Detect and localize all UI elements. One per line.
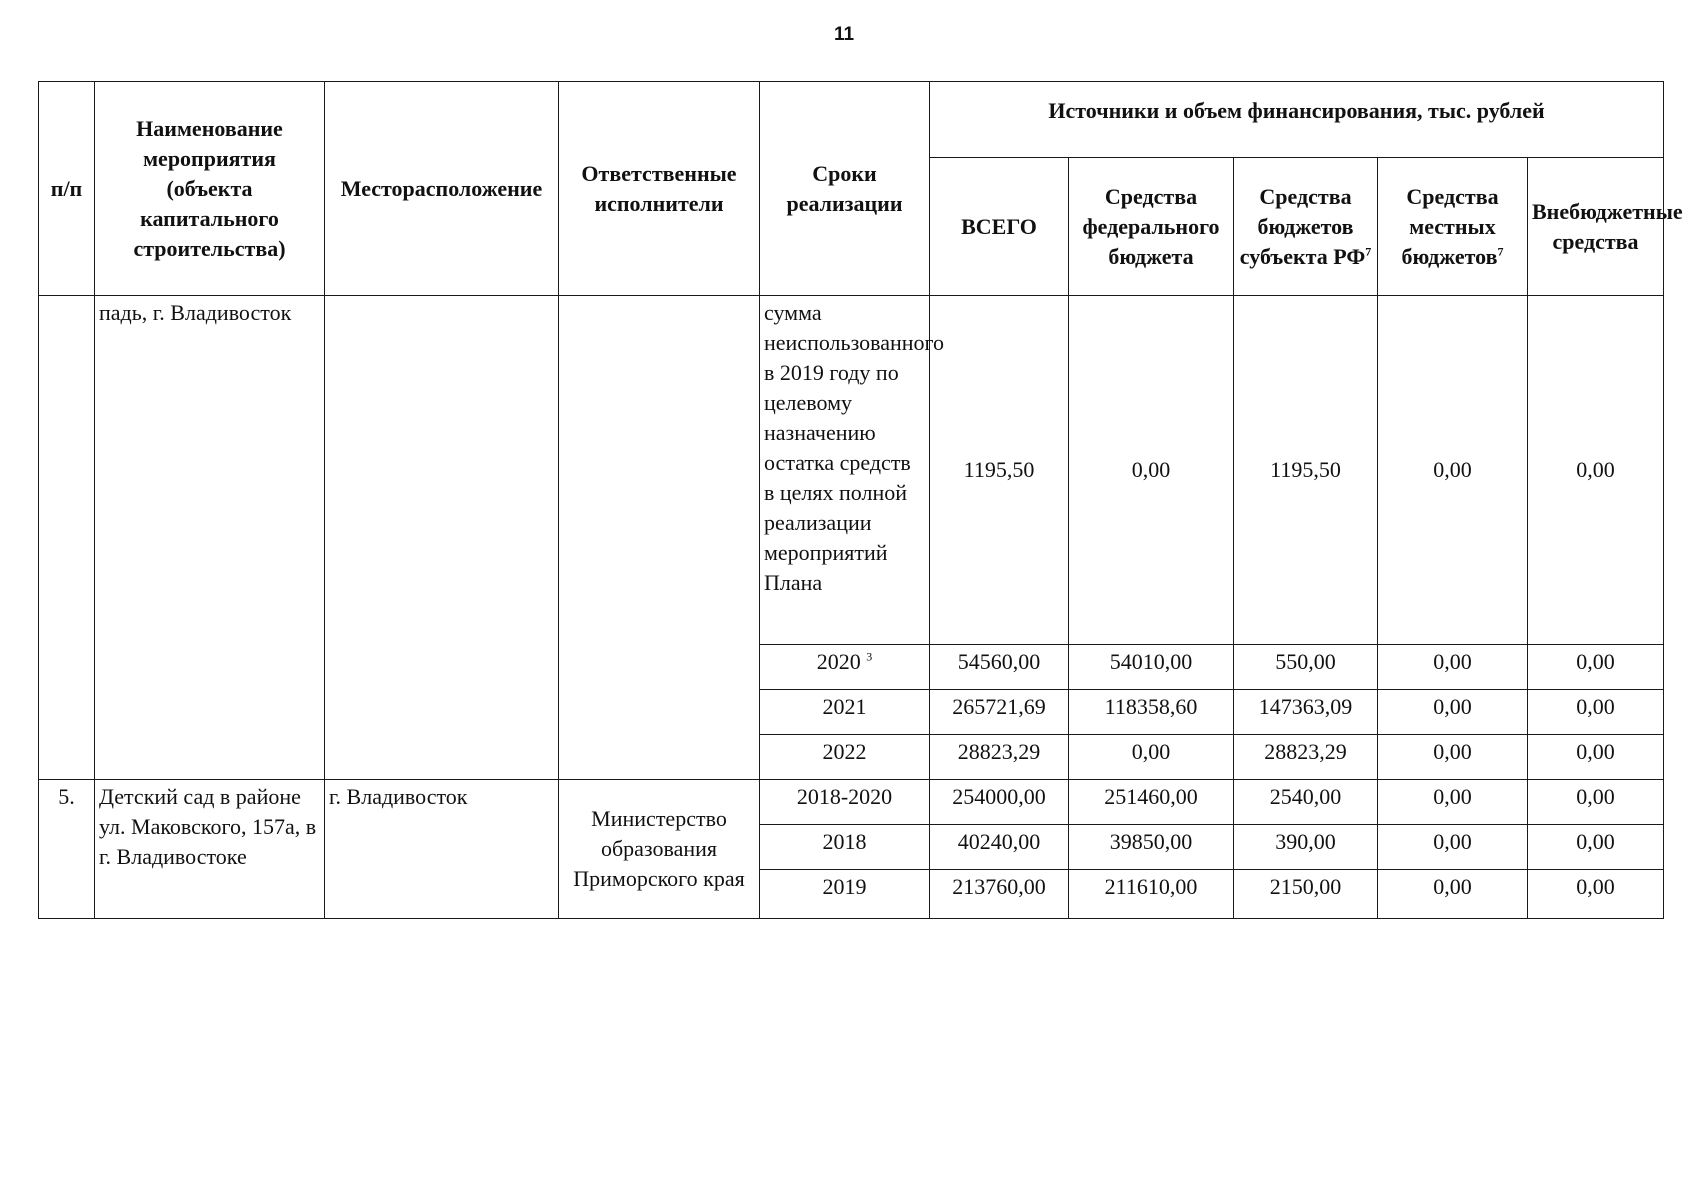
cell-local: 0,00 bbox=[1378, 690, 1528, 735]
cell-total: 265721,69 bbox=[930, 690, 1069, 735]
header-total: ВСЕГО bbox=[930, 158, 1069, 296]
cell-local: 0,00 bbox=[1378, 825, 1528, 870]
cell-pp bbox=[39, 296, 95, 780]
cell-total: 213760,00 bbox=[930, 870, 1069, 919]
cell-regional: 2150,00 bbox=[1234, 870, 1378, 919]
cell-federal: 251460,00 bbox=[1069, 780, 1234, 825]
cell-extra: 0,00 bbox=[1528, 690, 1664, 735]
cell-federal: 0,00 bbox=[1069, 296, 1234, 645]
cell-extra: 0,00 bbox=[1528, 296, 1664, 645]
cell-extra: 0,00 bbox=[1528, 645, 1664, 690]
cell-federal: 0,00 bbox=[1069, 735, 1234, 780]
cell-extra: 0,00 bbox=[1528, 780, 1664, 825]
cell-location bbox=[325, 296, 559, 780]
header-terms: Сроки реализации bbox=[760, 82, 930, 296]
cell-extra: 0,00 bbox=[1528, 735, 1664, 780]
cell-regional: 1195,50 bbox=[1234, 296, 1378, 645]
cell-total: 54560,00 bbox=[930, 645, 1069, 690]
header-row-top bbox=[39, 82, 1664, 158]
financing-table bbox=[38, 81, 1683, 919]
cell-local: 0,00 bbox=[1378, 735, 1528, 780]
cell-regional: 550,00 bbox=[1234, 645, 1378, 690]
header-sources-group: Источники и объем финансирования, тыс. рублей bbox=[930, 82, 1664, 158]
header-regional bbox=[1234, 158, 1378, 296]
cell-regional: 147363,09 bbox=[1234, 690, 1378, 735]
cell-total: 1195,50 bbox=[930, 296, 1069, 645]
table-row bbox=[39, 296, 1664, 645]
cell-local: 0,00 bbox=[1378, 645, 1528, 690]
header-local-label: Средства местных бюджетов bbox=[1401, 183, 1499, 269]
cell-regional: 2540,00 bbox=[1234, 780, 1378, 825]
header-regional-footnote: 7 bbox=[1365, 244, 1372, 259]
cell-responsible bbox=[559, 296, 760, 780]
cell-total: 28823,29 bbox=[930, 735, 1069, 780]
cell-federal: 54010,00 bbox=[1069, 645, 1234, 690]
cell-local: 0,00 bbox=[1378, 296, 1528, 645]
cell-extra: 0,00 bbox=[1528, 870, 1664, 919]
page-number: 11 bbox=[833, 24, 855, 45]
cell-term bbox=[760, 645, 930, 690]
cell-federal: 39850,00 bbox=[1069, 825, 1234, 870]
cell-location: г. Владивосток bbox=[325, 780, 559, 919]
cell-regional: 28823,29 bbox=[1234, 735, 1378, 780]
cell-term: 2021 bbox=[760, 690, 930, 735]
cell-term: 2022 bbox=[760, 735, 930, 780]
header-extra: Внебюджетные средства bbox=[1528, 158, 1664, 296]
cell-local: 0,00 bbox=[1378, 870, 1528, 919]
header-regional-label: Средства бюджетов субъекта РФ bbox=[1239, 183, 1366, 269]
cell-extra: 0,00 bbox=[1528, 825, 1664, 870]
cell-term: 2018-2020 bbox=[760, 780, 930, 825]
header-local-footnote: 7 bbox=[1497, 244, 1504, 259]
cell-term-footnote: 3 bbox=[866, 649, 873, 664]
cell-term: сумма неиспользованного в 2019 году по целевому назначению остатка средств в целях полной реализации мероприятий Плана bbox=[760, 296, 930, 645]
cell-total: 40240,00 bbox=[930, 825, 1069, 870]
header-pp: п/п bbox=[39, 82, 95, 296]
header-federal: Средства федерального бюджета bbox=[1069, 158, 1234, 296]
cell-term-year: 2020 bbox=[816, 649, 861, 674]
header-responsible: Ответственные исполнители bbox=[559, 82, 760, 296]
table-row bbox=[39, 780, 1664, 825]
cell-total: 254000,00 bbox=[930, 780, 1069, 825]
header-local bbox=[1378, 158, 1528, 296]
cell-name: падь, г. Владивосток bbox=[95, 296, 325, 780]
cell-local: 0,00 bbox=[1378, 780, 1528, 825]
header-location: Месторасположение bbox=[325, 82, 559, 296]
cell-pp: 5. bbox=[39, 780, 95, 919]
cell-responsible: Министерство образования Приморского края bbox=[559, 780, 760, 919]
cell-federal: 118358,60 bbox=[1069, 690, 1234, 735]
cell-regional: 390,00 bbox=[1234, 825, 1378, 870]
cell-name: Детский сад в районе ул. Маковского, 157а, в г. Владивостоке bbox=[95, 780, 325, 919]
cell-term: 2019 bbox=[760, 870, 930, 919]
cell-federal: 211610,00 bbox=[1069, 870, 1234, 919]
header-name: Наименование мероприятия (объекта капитального строительства) bbox=[95, 82, 325, 296]
cell-term: 2018 bbox=[760, 825, 930, 870]
